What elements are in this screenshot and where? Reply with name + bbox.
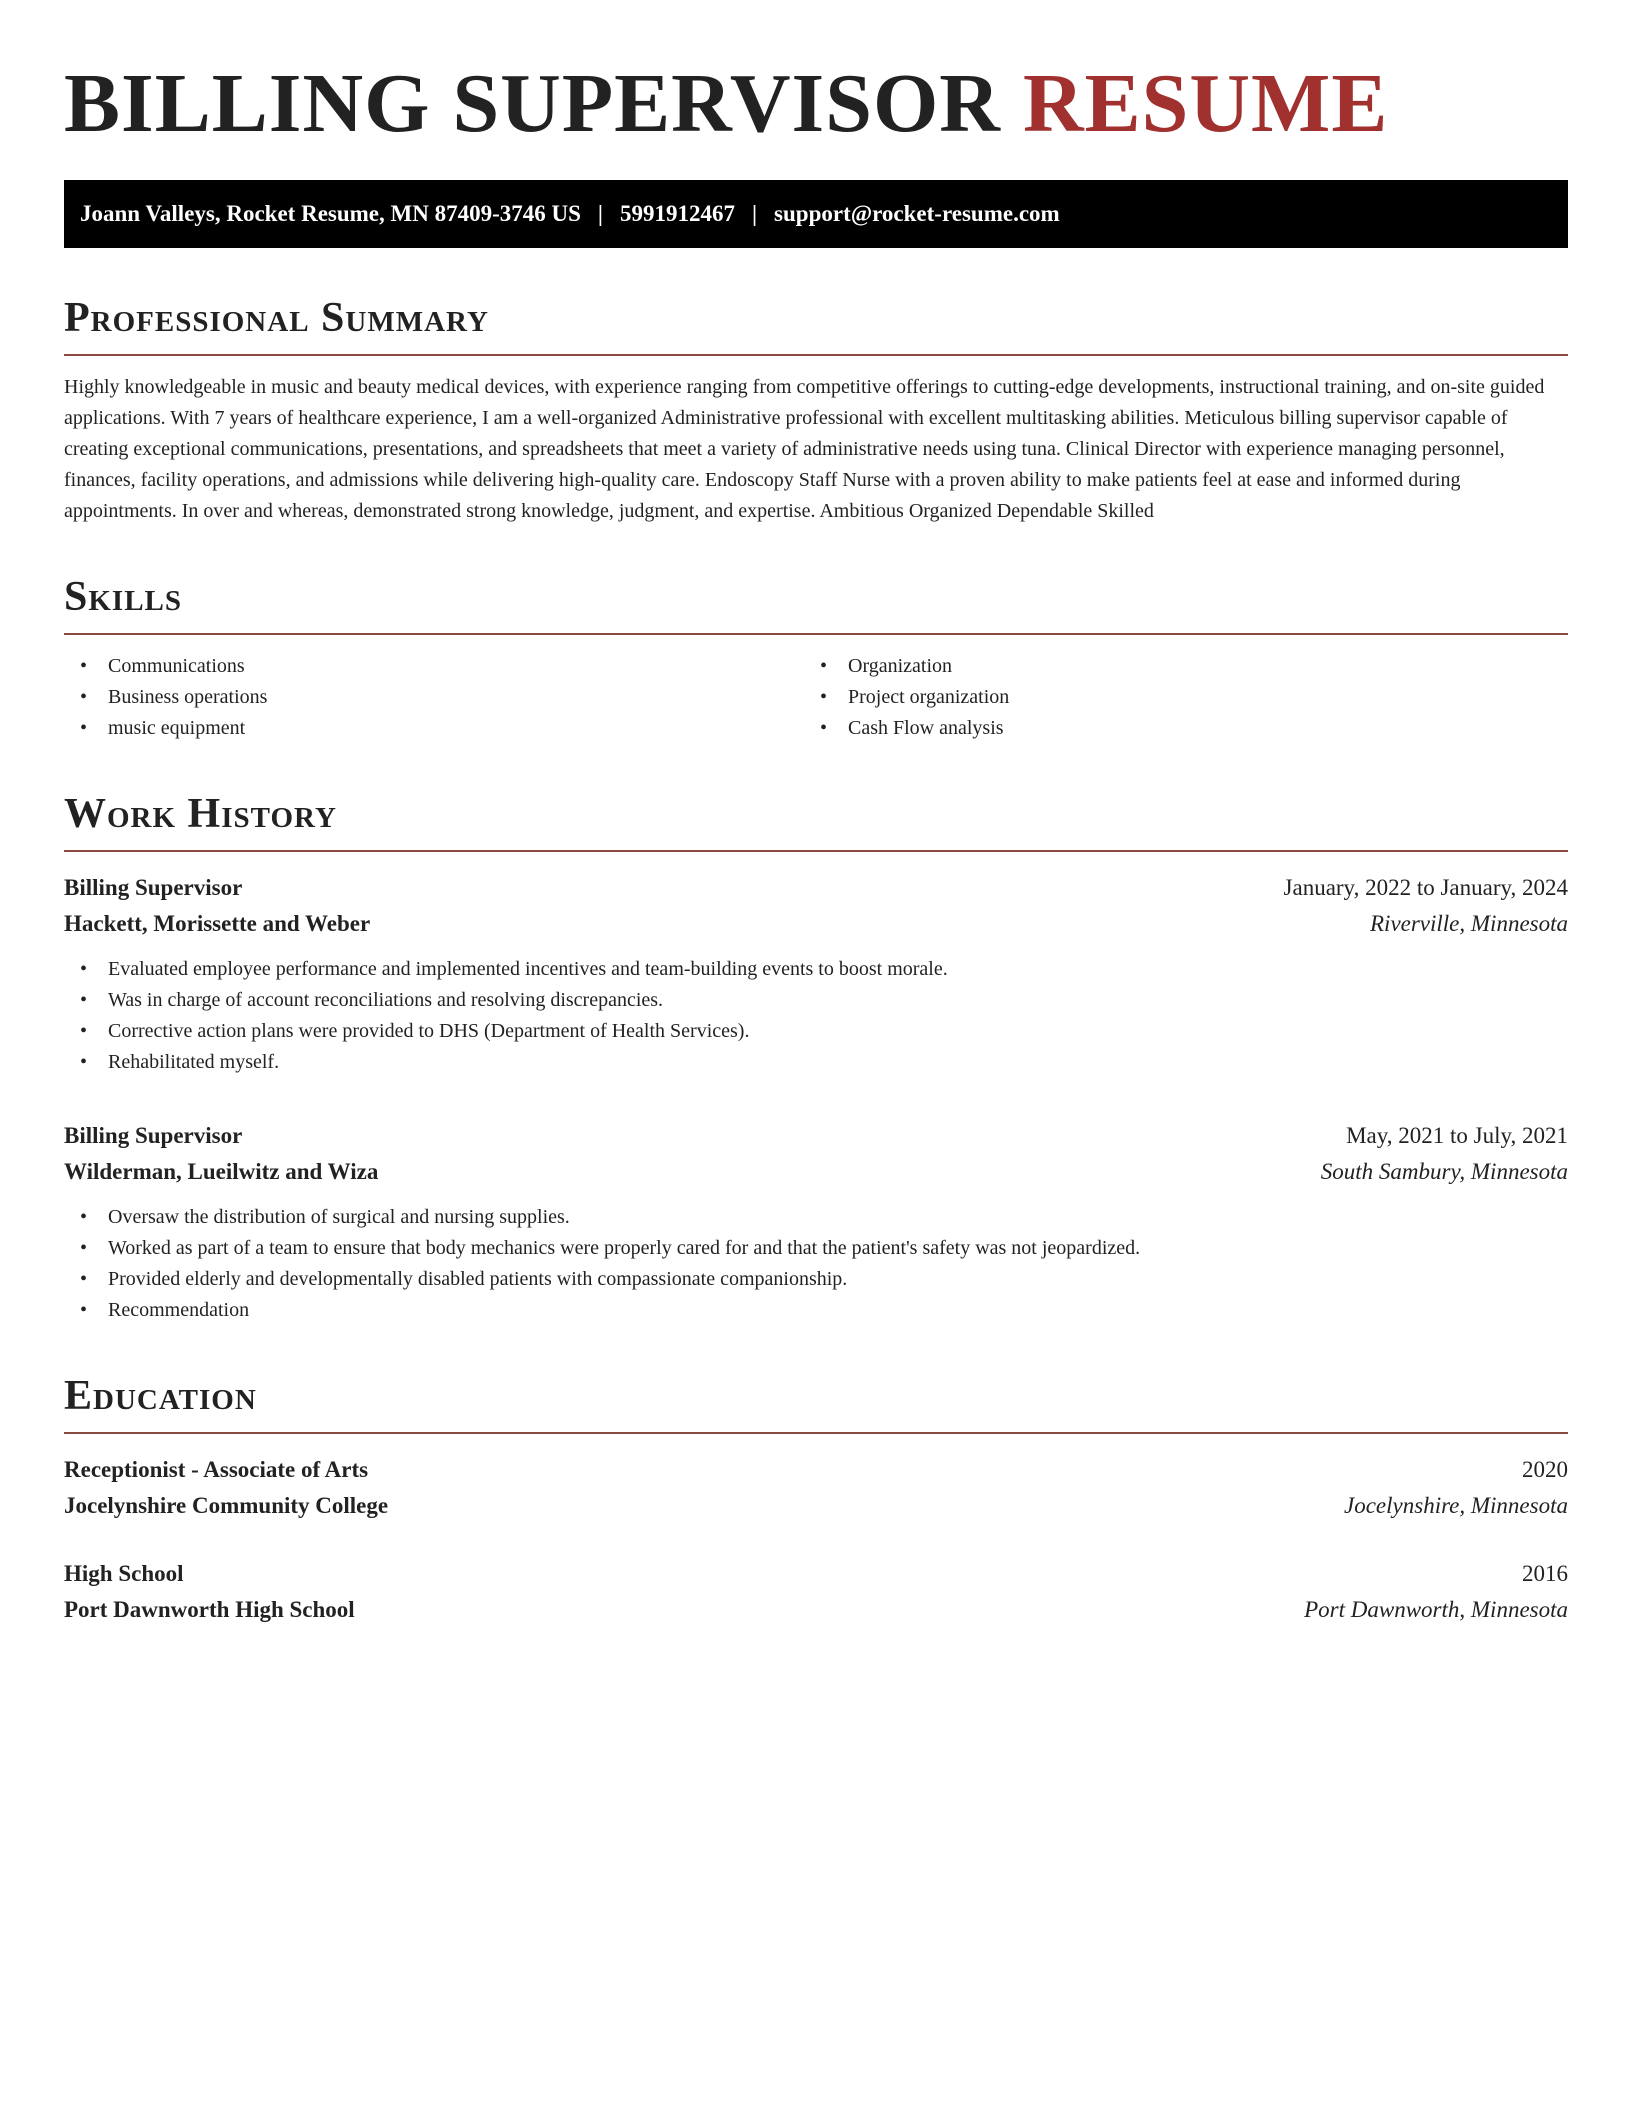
skills-list bbox=[64, 651, 1568, 744]
work-history-section bbox=[64, 790, 1568, 1326]
summary-section bbox=[64, 294, 1568, 527]
job-title: Billing Supervisor bbox=[64, 875, 243, 900]
summary-text: Highly knowledgeable in music and beauty medical devices, with experience ranging from competitive offerings to cutting-edge developments, instructional training, and on-site guided applications. With 7 years of healthcare experience, I am a well-organized Administrative professional with excellent multitasking abilities. Meticulous billing supervisor capable of creating exceptional communications, presentations, and spreadsheets that meet a variety of administrative needs using tuna. Clinical Director with experience managing personnel, finances, facility operations, and admissions while delivering high-quality care. Endoscopy Staff Nurse with a proven ability to make patients feel at ease and informed during appointments. In over and whereas, demonstrated strong knowledge, judgment, and expertise. Ambitious Organized Dependable Skilled bbox=[64, 376, 1545, 522]
skills-section bbox=[64, 573, 1568, 744]
work-history-heading: Work History bbox=[64, 791, 337, 837]
education-degree: High School bbox=[64, 1561, 184, 1586]
job-bullet: • Oversaw the distribution of surgical and nursing supplies. bbox=[64, 1202, 1568, 1233]
job-dates: May, 2021 to July, 2021 bbox=[1346, 1123, 1568, 1148]
contact-separator: | bbox=[751, 201, 758, 226]
job-bullet: • Rehabilitated myself. bbox=[64, 1047, 1568, 1078]
contact-address: Joann Valleys, Rocket Resume, MN 87409-3746 US bbox=[80, 201, 581, 226]
skills-column-right bbox=[804, 651, 1544, 744]
resume-title bbox=[64, 0, 1568, 152]
education-section bbox=[64, 1372, 1568, 1628]
job-company: Hackett, Morissette and Weber bbox=[64, 911, 371, 936]
section-divider bbox=[64, 633, 1568, 635]
education-degree: Receptionist - Associate of Arts bbox=[64, 1457, 369, 1482]
education-school: Port Dawnworth High School bbox=[64, 1597, 355, 1622]
education-location: Jocelynshire, Minnesota bbox=[1344, 1493, 1568, 1518]
title-main: BILLING SUPERVISOR bbox=[64, 57, 1001, 150]
job-company: Wilderman, Lueilwitz and Wiza bbox=[64, 1159, 379, 1184]
education-location: Port Dawnworth, Minnesota bbox=[1304, 1597, 1568, 1622]
skills-column-left bbox=[64, 651, 804, 744]
contact-email: support@rocket-resume.com bbox=[774, 201, 1060, 226]
job-bullet: • Recommendation bbox=[64, 1295, 1568, 1326]
education-school: Jocelynshire Community College bbox=[64, 1493, 389, 1518]
job-bullet: • Provided elderly and developmentally disabled patients with compassionate companionship. bbox=[64, 1264, 1568, 1295]
contact-phone: 5991912467 bbox=[619, 201, 735, 226]
education-year: 2016 bbox=[1522, 1561, 1568, 1586]
skill-item: • music equipment bbox=[64, 713, 804, 744]
resume-page bbox=[64, 0, 1568, 1628]
education-entry bbox=[64, 1452, 1568, 1524]
job-location: South Sambury, Minnesota bbox=[1320, 1159, 1568, 1184]
job-entry bbox=[64, 1118, 1568, 1326]
job-bullets bbox=[64, 1202, 1568, 1326]
contact-separator: | bbox=[597, 201, 603, 226]
skill-item: • Cash Flow analysis bbox=[804, 713, 1544, 744]
job-dates: January, 2022 to January, 2024 bbox=[1283, 875, 1568, 900]
job-location: Riverville, Minnesota bbox=[1370, 911, 1568, 936]
skill-item: • Business operations bbox=[64, 682, 804, 713]
job-bullet: • Corrective action plans were provided to DHS (Department of Health Services). bbox=[64, 1016, 1568, 1047]
skill-item: • Communications bbox=[64, 651, 804, 682]
section-divider bbox=[64, 850, 1568, 852]
education-year: 2020 bbox=[1522, 1457, 1568, 1482]
education-heading: Education bbox=[64, 1373, 257, 1419]
skills-heading: Skills bbox=[64, 574, 183, 620]
title-accent: RESUME bbox=[1022, 57, 1389, 150]
skill-item: • Project organization bbox=[804, 682, 1544, 713]
job-entry bbox=[64, 870, 1568, 1078]
section-divider bbox=[64, 354, 1568, 356]
job-bullet: • Evaluated employee performance and implemented incentives and team-building events to boost morale. bbox=[64, 954, 1568, 985]
education-entry bbox=[64, 1556, 1568, 1628]
skill-item: • Organization bbox=[804, 651, 1544, 682]
job-bullet: • Worked as part of a team to ensure that body mechanics were properly cared for and that the patient's safety was not jeopardized. bbox=[64, 1233, 1568, 1264]
job-bullets bbox=[64, 954, 1568, 1078]
job-bullet: • Was in charge of account reconciliations and resolving discrepancies. bbox=[64, 985, 1568, 1016]
job-title: Billing Supervisor bbox=[64, 1123, 243, 1148]
section-divider bbox=[64, 1432, 1568, 1434]
contact-bar bbox=[64, 180, 1568, 248]
summary-heading: Professional Summary bbox=[64, 295, 489, 341]
